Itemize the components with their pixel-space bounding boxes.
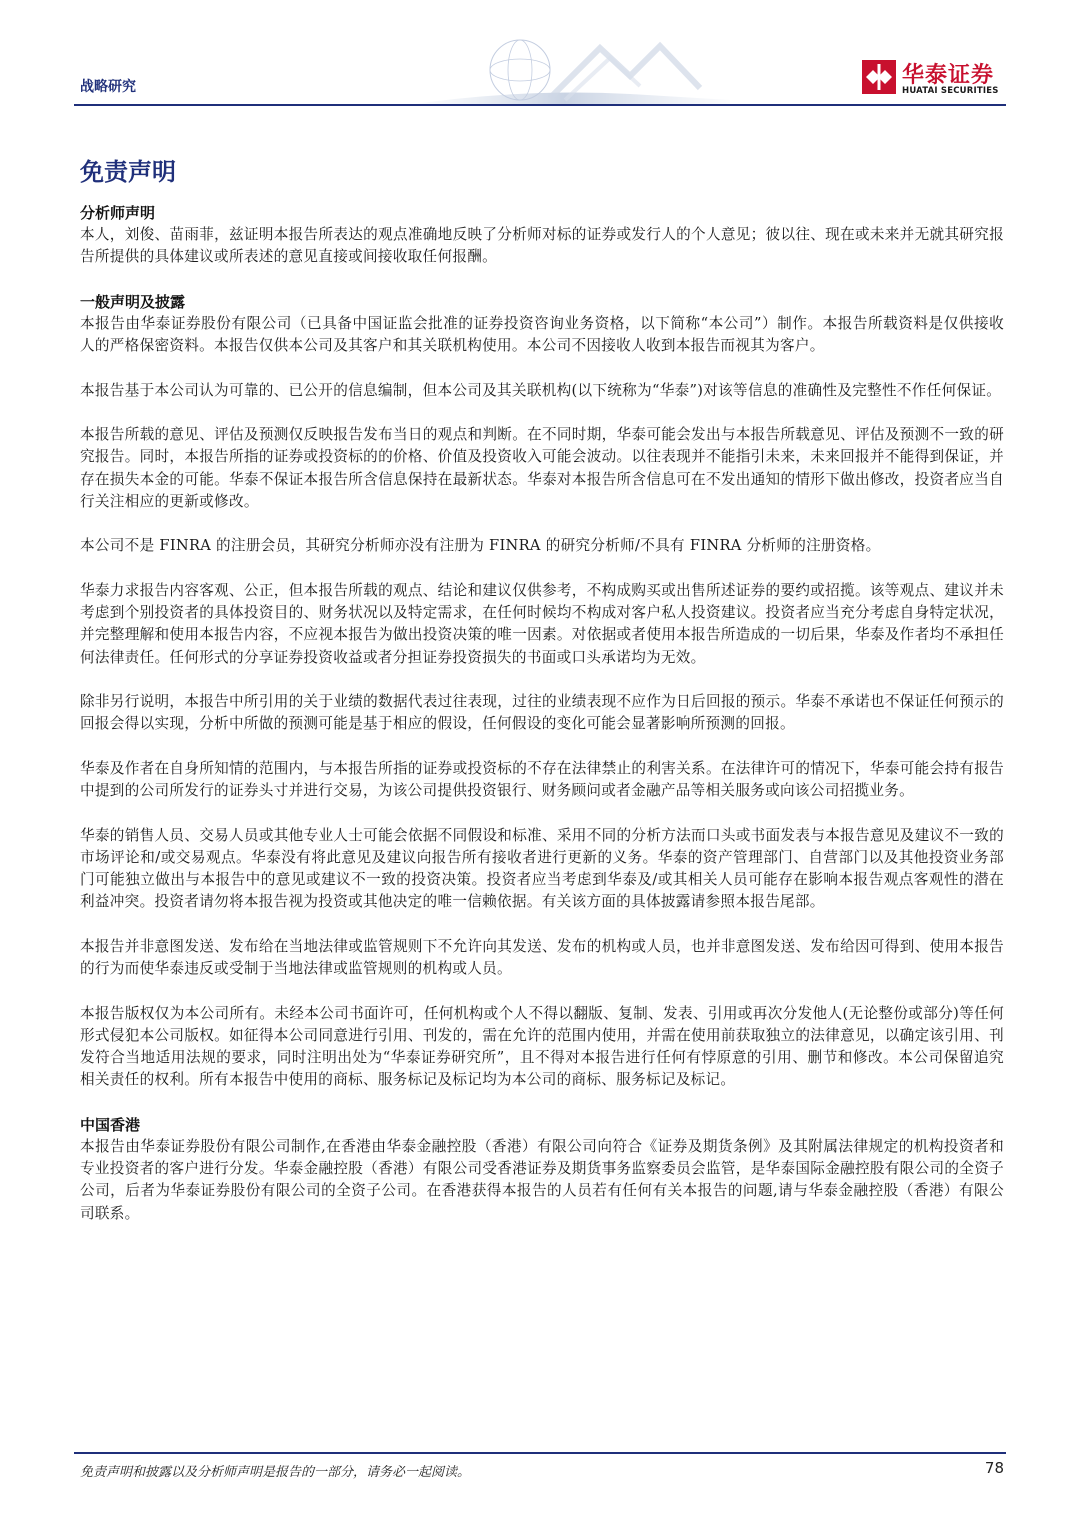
- section-label: 战略研究: [80, 79, 136, 95]
- paragraph: 本报告并非意图发送、发布给在当地法律或监管规则下不允许向其发送、发布的机构或人员，也并非意图发送、发布给因可得到、使用本报告的行为而使华泰违反或受制于当地法律或监管规则的机构或人员。: [80, 937, 1004, 978]
- section-heading: 分析师声明: [80, 204, 156, 222]
- footer-note: 免责声明和披露以及分析师声明是报告的一部分，请务必一起阅读。: [80, 1465, 471, 1480]
- header-divider: [74, 104, 1006, 106]
- logo-english-name: HUATAI SECURITIES: [902, 86, 999, 96]
- huatai-logo-icon: [862, 60, 896, 94]
- section-hong-kong: [80, 1114, 1004, 1225]
- section-general-disclosure: [80, 291, 1004, 1092]
- section-analyst-statement: [80, 202, 1004, 268]
- section-heading: 中国香港: [80, 1115, 141, 1134]
- disclaimer-body: [80, 202, 1004, 1247]
- paragraph: 本公司不是 FINRA 的注册会员，其研究分析师亦没有注册为 FINRA 的研究分析师/不具有 FINRA 分析师的注册资格。: [80, 537, 881, 555]
- paragraph: 本报告版权仅为本公司所有。未经本公司书面许可，任何机构或个人不得以翻版、复制、发表、引用或再次分发他人(无论整份或部分)等任何形式侵犯本公司版权。如征得本公司同意进行引用、刊发的，需在允许的范围内使用，并需在使用前获取独立的法律意见，以确定该引用、刊发符合当地适用法规的要求，同时注明出处为“华泰证券研究所”，且不得对本报告进行任何有悖原意的引用、删节和修改。本公司保留追究相关责任的权利。所有本报告中使用的商标、服务标记及标记均为本公司的商标、服务标记及标记。: [80, 1004, 1004, 1089]
- paragraph: 本报告由华泰证券股份有限公司（已具备中国证监会批准的证券投资咨询业务资格，以下简称“本公司”）制作。本报告所载资料是仅供接收人的严格保密资料。本报告仅供本公司及其客户和其关联机构使用。本公司不因接收人收到本报告而视其为客户。: [80, 314, 1004, 354]
- paragraph: 华泰力求报告内容客观、公正，但本报告所载的观点、结论和建议仅供参考，不构成购买或出售所述证券的要约或招揽。该等观点、建议并未考虑到个别投资者的具体投资目的、财务状况以及特定需求，在任何时候均不构成对客户私人投资建议。投资者应当充分考虑自身特定状况，并完整理解和使用本报告内容，不应视本报告为做出投资决策的唯一因素。对依据或者使用本报告所造成的一切后果，华泰及作者均不承担任何法律责任。任何形式的分享证券投资收益或者分担证券投资损失的书面或口头承诺均为无效。: [80, 581, 1004, 666]
- footer-divider: [74, 1452, 1006, 1454]
- page-title: 免责声明: [80, 157, 176, 186]
- header-decoration: [400, 28, 730, 108]
- huatai-logo: [862, 58, 1012, 98]
- paragraph: 华泰及作者在自身所知情的范围内，与本报告所指的证券或投资标的不存在法律禁止的利害关系。在法律许可的情况下，华泰可能会持有报告中提到的公司所发行的证券头寸并进行交易，为该公司提供投资银行、财务顾问或者金融产品等相关服务或向该公司招揽业务。: [80, 759, 1004, 800]
- section-heading: 一般声明及披露: [80, 292, 186, 311]
- paragraph: 除非另行说明，本报告中所引用的关于业绩的数据代表过往表现，过往的业绩表现不应作为日后回报的预示。华泰不承诺也不保证任何预示的回报会得以实现，分析中所做的预测可能是基于相应的假设，任何假设的变化可能会显著影响所预测的回报。: [80, 693, 1004, 733]
- paragraph: 本报告基于本公司认为可靠的、已公开的信息编制，但本公司及其关联机构(以下统称为“华泰”)对该等信息的准确性及完整性不作任何保证。: [80, 381, 1002, 399]
- page-number: 78: [984, 1459, 1004, 1477]
- paragraph: 本报告由华泰证券股份有限公司制作,在香港由华泰金融控股（香港）有限公司向符合《证券及期货条例》及其附属法律规定的机构投资者和专业投资者的客户进行分发。华泰金融控股（香港）有限公司受香港证券及期货事务监察委员会监管，是华泰国际金融控股有限公司的全资子公司，后者为华泰证券股份有限公司的全资子公司。在香港获得本报告的人员若有任何有关本报告的问题,请与华泰金融控股（香港）有限公司联系。: [80, 1137, 1004, 1222]
- paragraph: 本人，刘俊、苗雨菲，兹证明本报告所表达的观点准确地反映了分析师对标的证券或发行人的个人意见；彼以往、现在或未来并无就其研究报告所提供的具体建议或所表述的意见直接或间接收取任何报酬。: [80, 226, 1004, 266]
- paragraph: 本报告所载的意见、评估及预测仅反映报告发布当日的观点和判断。在不同时期，华泰可能会发出与本报告所载意见、评估及预测不一致的研究报告。同时，本报告所指的证券或投资标的的价格、价值及投资收入可能会波动。以往表现并不能指引未来，未来回报并不能得到保证，并存在损失本金的可能。华泰不保证本报告所含信息保持在最新状态。华泰对本报告所含信息可在不发出通知的情形下做出修改，投资者应当自行关注相应的更新或修改。: [80, 426, 1004, 510]
- paragraph: 华泰的销售人员、交易人员或其他专业人士可能会依据不同假设和标准、采用不同的分析方法而口头或书面发表与本报告意见及建议不一致的市场评论和/或交易观点。华泰没有将此意见及建议向报告所有接收者进行更新的义务。华泰的资产管理部门、自营部门以及其他投资业务部门可能独立做出与本报告中的意见或建议不一致的投资决策。投资者应当考虑到华泰及/或其相关人员可能存在影响本报告观点客观性的潜在利益冲突。投资者请勿将本报告视为投资或其他决定的唯一信赖依据。有关该方面的具体披露请参照本报告尾部。: [80, 826, 1004, 911]
- logo-chinese-name: 华泰证券: [902, 63, 995, 88]
